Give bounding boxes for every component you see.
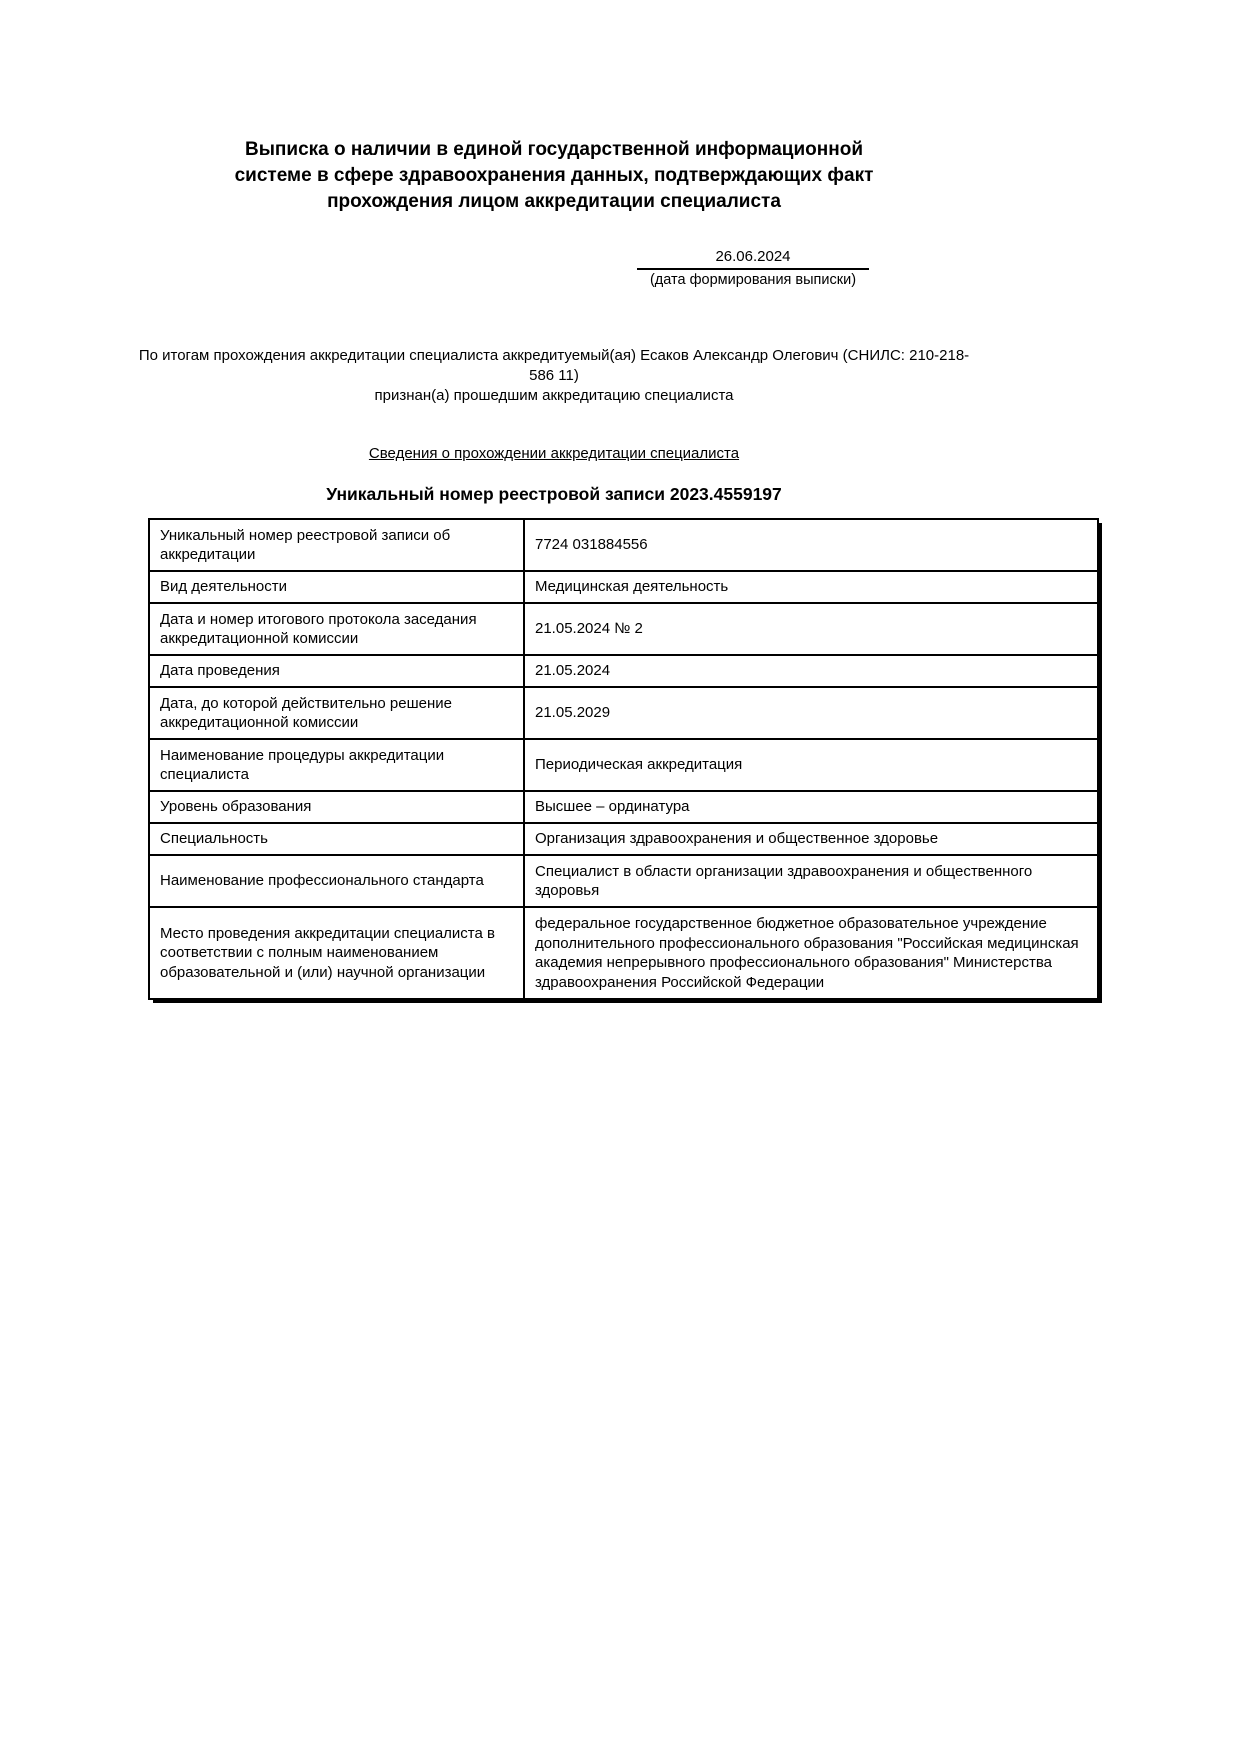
row-value: Специалист в области организации здравоохранения и общественного здоровья <box>524 855 1098 907</box>
title-line-3: прохождения лицом аккредитации специалиста <box>327 191 781 212</box>
row-label: Место проведения аккредитации специалиста в соответствии с полным наименованием образовательной и (или) научной организации <box>149 907 524 999</box>
table-row <box>149 687 1098 739</box>
registry-number-heading: Уникальный номер реестровой записи 2023.4559197 <box>326 484 782 504</box>
accreditation-table <box>148 518 1099 1000</box>
document-title <box>135 137 973 215</box>
table-row <box>149 519 1098 571</box>
row-value: Организация здравоохранения и общественное здоровье <box>524 823 1098 855</box>
row-value: Высшее – ординатура <box>524 791 1098 823</box>
table-row <box>149 571 1098 603</box>
row-label: Уникальный номер реестровой записи об аккредитации <box>149 519 524 571</box>
table-row <box>149 655 1098 687</box>
table-row <box>149 791 1098 823</box>
table-row <box>149 907 1098 999</box>
row-label: Дата и номер итогового протокола заседания аккредитационной комиссии <box>149 603 524 655</box>
row-value: 21.05.2029 <box>524 687 1098 739</box>
intro-line-2: признан(а) прошедшим аккредитацию специалиста <box>374 387 734 404</box>
row-value: 7724 031884556 <box>524 519 1098 571</box>
row-label: Наименование профессионального стандарта <box>149 855 524 907</box>
section-heading-text: Сведения о прохождении аккредитации специалиста <box>368 445 740 462</box>
extract-date-block <box>637 247 869 290</box>
extract-date-caption: (дата формирования выписки) <box>649 272 857 288</box>
table-row <box>149 603 1098 655</box>
table-row <box>149 855 1098 907</box>
row-label: Специальность <box>149 823 524 855</box>
intro-paragraph <box>135 346 973 406</box>
table-row <box>149 823 1098 855</box>
row-label: Дата проведения <box>149 655 524 687</box>
section-heading <box>135 444 973 463</box>
row-value: 21.05.2024 <box>524 655 1098 687</box>
row-label: Вид деятельности <box>149 571 524 603</box>
row-label: Наименование процедуры аккредитации специалиста <box>149 739 524 791</box>
title-line-1: Выписка о наличии в единой государственной информационной <box>244 139 864 160</box>
table-row <box>149 739 1098 791</box>
row-label: Дата, до которой действительно решение аккредитационной комиссии <box>149 687 524 739</box>
row-value: 21.05.2024 № 2 <box>524 603 1098 655</box>
row-value: Медицинская деятельность <box>524 571 1098 603</box>
row-value: федеральное государственное бюджетное образовательное учреждение дополнительного профессионального образования "Российская медицинская академия непрерывного профессионального образования" Министерства здравоохранения Российской Федерации <box>524 907 1098 999</box>
row-value: Периодическая аккредитация <box>524 739 1098 791</box>
title-line-2: системе в сфере здравоохранения данных, подтверждающих факт <box>234 165 874 186</box>
row-label: Уровень образования <box>149 791 524 823</box>
intro-line-1: По итогам прохождения аккредитации специалиста аккредитуемый(ая) Есаков Александр Олегович (СНИЛС: 210-218-586 11) <box>138 347 970 384</box>
extract-date: 26.06.2024 <box>637 247 869 270</box>
